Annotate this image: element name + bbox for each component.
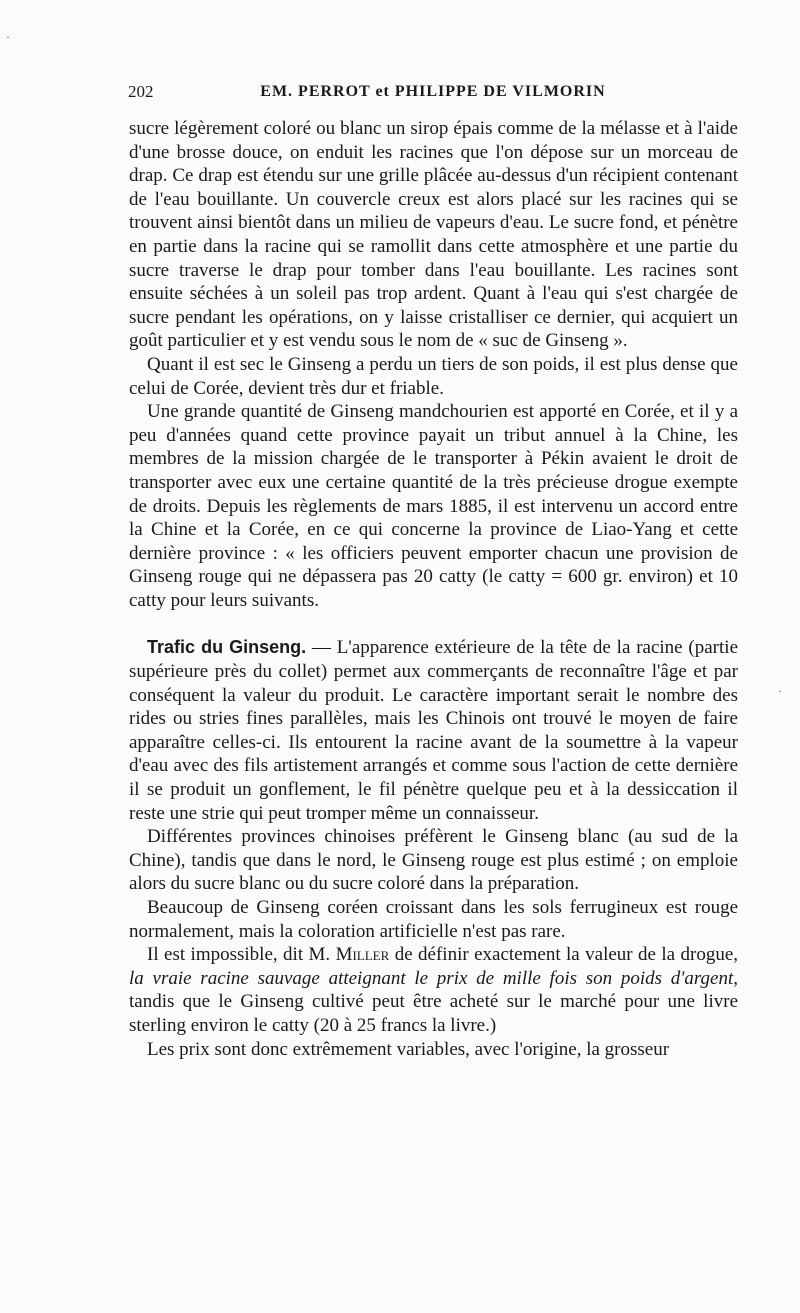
paragraph-1: sucre légèrement coloré ou blanc un sirop épais comme de la mélasse et à l'aide d'une brosse douce, on enduit les racines que l'on dépose sur un morceau de drap. Ce drap est étendu sur une grille plâcée au-dessus d'un récipient contenant de l'eau bouillante. Un couvercle creux est alors placé sur les racines qui se trouvent ainsi bientôt dans un milieu de vapeurs d'eau. Le sucre fond, et pénètre en partie dans la racine qui se ramollit dans cette atmosphère et une partie du sucre traverse le drap pour tomber dans l'eau bouillante. Les racines sont ensuite séchées à un soleil pas trop ardent. Quant à l'eau qui s'est chargée de sucre pendant les opérations, on y laisse cristalliser ce dernier, qui acquiert un goût particulier et y est vendu sous le nom de « suc de Ginseng ». [129,118,738,352]
paragraph-6: Beaucoup de Ginseng coréen croissant dans les sols ferrugineux est rouge normalement, mais la coloration artificielle n'est pas rare. [129,897,738,942]
paragraph-7-part-c: , tandis que le Ginseng cultivé peut être acheté sur le marché pour une livre sterling environ le catty (20 à 25 francs la livre.) [129,967,738,1036]
body-text [129,117,738,1061]
paragraph-4-text: — L'apparence extérieure de la tête de la racine (partie supérieure près du collet) permet aux commerçants de reconnaître l'âge et par conséquent la valeur du produit. Le caractère important serait le nombre des rides ou stries fines parallèles, mais les Chinois ont trouvé le moyen de faire apparaître celles-ci. Ils entourent la racine avant de la soumettre à la vapeur d'eau avec des fils artistement arrangés et comme sous l'action de cette dernière il se produit un gonflement, le fil pénètre quelque peu et à la dessiccation il reste une strie qui peut tromper même un connaisseur. [129,637,738,824]
page-number: 202 [128,82,154,101]
paragraph-5: Différentes provinces chinoises préfèrent le Ginseng blanc (au sud de la Chine), tandis que dans le nord, le Ginseng rouge est plus estimé ; on emploie alors du sucre blanc ou du sucre coloré dans la préparation. [129,826,738,895]
paragraph-2: Quant il est sec le Ginseng a perdu un tiers de son poids, il est plus dense que celui de Corée, devient très dur et friable. [129,353,738,399]
paragraph-7-part-b: de définir exactement la valeur de la drogue, [389,944,738,966]
running-title: EM. PERROT et PHILIPPE DE VILMORIN [260,83,606,100]
paragraph-7 [129,943,738,1037]
section-title: Trafic du Ginseng. [147,637,307,658]
scan-speck: · [778,684,782,698]
page-header [128,80,738,104]
paragraph-4 [129,636,738,825]
paragraph-7-italic: la vraie racine sauvage atteignant le prix de mille fois son poids d'argent [129,967,734,989]
paragraph-3: Une grande quantité de Ginseng mandchourien est apporté en Corée, et il y a peu d'années quand cette province payait un tribut annuel à la Chine, les membres de la mission chargée de le transporter à Pékin avaient le droit de transporter avec eux une certaine quantité de la très précieuse drogue exempte de droits. Depuis les règlements de mars 1885, il est intervenu un accord entre la Chine et la Corée, en ce qui concerne la province de Liao-Yang et cette dernière province : « les officiers peuvent emporter chacun une provision de Ginseng rouge qui ne dépassera pas 20 catty (le catty = 600 gr. environ) et 10 catty pour leurs suivants. [129,401,738,611]
scan-speck: · [6,30,10,44]
paragraph-7-part-a: Il est impossible, dit M. [147,944,336,966]
author-name-miller: Miller [335,944,390,966]
paragraph-8: Les prix sont donc extrêmement variables, avec l'origine, la grosseur [147,1038,670,1060]
